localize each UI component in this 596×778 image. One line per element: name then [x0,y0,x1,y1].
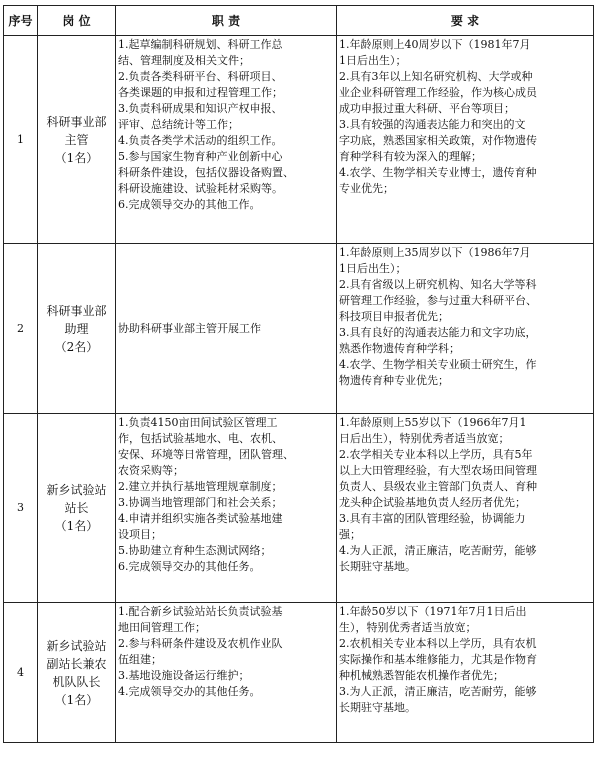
requirement-line: 1.年龄原则上40周岁以下（1981年7月 [339,38,531,51]
requirement-line: 强； [339,528,361,541]
header-num: 序号 [4,6,38,36]
position-line: （1名） [54,692,99,707]
header-position: 岗 位 [38,6,116,36]
duty-line: 3.基地设施设备运行维护； [118,669,250,682]
duty-line: 2.参与科研条件建设及农机作业队 [118,637,283,650]
duty-line: 5.协助建立育种生态测试网络； [118,544,272,557]
duty-cell [116,36,337,244]
position-line: （1名） [54,150,99,165]
row-num: 1 [4,36,38,244]
duty-line: 2.负责各类科研平台、科研项目、 [118,70,283,83]
requirement-line: 日后出生），特别优秀者适当放宽； [339,432,510,445]
requirement-line: 研管理工作经验，参与过重大科研平台、 [339,294,537,307]
requirement-line: 4.农学、生物学相关专业硕士研究生，作 [339,358,537,371]
duty-cell [116,603,337,743]
requirement-line: 龙头种企试验基地负责人经历者优先； [339,496,526,509]
position-line: 科研事业部 [46,303,107,318]
requirement-line: 长期驻守基地。 [339,560,416,573]
duty-line: 结、管理制度及相关文件； [118,54,250,67]
duty-line: 伍组建； [118,653,162,666]
row-num: 2 [4,244,38,414]
duty-line: 1.负责4150亩田间试验区管理工 [118,416,278,429]
position-cell [38,244,116,414]
row-num: 4 [4,603,38,743]
position-line: 新乡试验站 [46,638,107,653]
duty-line: 6.完成领导交办的其他任务。 [118,560,261,573]
position-cell [38,603,116,743]
requirement-cell [337,244,594,414]
duty-line: 4.负责各类学术活动的组织工作。 [118,134,283,147]
position-line: 新乡试验站 [46,483,107,497]
duty-line: 1.配合新乡试验站站长负责试验基 [118,605,283,618]
duty-line: 6.完成领导交办的其他工作。 [118,198,261,211]
duty-line: 2.建立并执行基地管理规章制度； [118,480,283,493]
duty-line: 各类课题的申报和过程管理工作； [118,86,283,99]
requirement-line: 育种学科有较为深入的理解； [339,150,482,163]
requirement-cell [337,36,594,244]
position-cell [38,36,116,244]
requirement-line: 成功申报过重大科研、平台等项目； [339,102,515,115]
requirement-line: 2.具有3年以上知名研究机构、大学或种 [339,70,533,83]
header-requirement: 要 求 [337,6,594,36]
position-line: 科研事业部 [46,114,107,129]
table-row [4,414,594,603]
requirement-line: 1日后出生）； [339,262,407,275]
duty-line: 科研条件建设，包括仪器设备购置、 [118,166,294,179]
requirement-line: 物遗传育种专业优先； [339,374,449,387]
duty-line: 5.参与国家生物育种产业创新中心 [118,150,283,163]
requirement-line: 3.为人正派，清正廉洁，吃苦耐劳，能够 [339,685,537,698]
duty-line: 评审、总结统计等工作； [118,118,239,131]
duty-line: 作，包括试验基地水、电、农机、 [118,432,283,445]
job-table [3,5,594,743]
requirement-line: 4.为人正派，清正廉洁，吃苦耐劳，能够 [339,544,537,557]
requirement-line: 1.年龄原则上35周岁以下（1986年7月 [339,246,531,259]
duty-line: 3.协调当地管理部门和社会关系； [118,496,283,509]
requirement-line: 1日后出生）； [339,54,407,67]
table-row [4,244,594,414]
requirement-line: 专业优先； [339,182,394,195]
requirement-line: 业企业科研管理工作经验，作为核心成员 [339,86,537,99]
requirement-line: 3.具有较强的沟通表达能力和突出的文 [339,118,526,131]
requirement-line: 种机械熟悉智能农机操作者优先； [339,669,504,682]
position-line: 助理 [64,321,89,336]
requirement-line: 熟悉作物遗传育种学科； [339,342,460,355]
requirement-line: 1.年龄原则上55岁以下（1966年7月1 [339,416,527,429]
duty-line: 3.负责科研成果和知识产权申报、 [118,102,283,115]
position-line: 机队队长 [52,674,101,689]
position-cell [38,414,116,603]
requirement-line: 2.农学相关专业本科以上学历，具有5年 [339,448,533,461]
position-line: （1名） [54,519,99,533]
table-row [4,36,594,244]
requirement-line: 3.具有良好的沟通表达能力和文字功底， [339,326,537,339]
header-duty: 职 责 [116,6,337,36]
position-line: 站长 [64,501,89,515]
duty-line: 设项目； [118,528,162,541]
duty-cell [116,244,337,414]
requirement-line: 以上大田管理经验，有大型农场田间管理 [339,464,537,477]
requirement-line: 生），特别优秀者适当放宽； [339,621,477,634]
requirement-cell [337,414,594,603]
row-num: 3 [4,414,38,603]
position-line: 主管 [64,132,89,147]
requirement-cell [337,603,594,743]
requirement-line: 4.农学、生物学相关专业博士，遗传育种 [339,166,537,179]
duty-line: 4.完成领导交办的其他任务。 [118,685,261,698]
header-row [4,6,594,36]
position-line: （2名） [54,339,99,354]
duty-line: 1.起草编制科研规划、科研工作总 [118,38,283,51]
requirement-line: 1.年龄50岁以下（1971年7月1日后出 [339,605,527,618]
table-row [4,603,594,743]
duty-cell [116,414,337,603]
duty-line: 地田间管理工作； [118,621,206,634]
duty-line: 农资采购等； [118,464,184,477]
requirement-line: 实际操作和基本维修能力，尤其是作物育 [339,653,537,666]
duty-line: 协助科研事业部主管开展工作 [118,321,261,335]
requirement-line: 负责人、县级农业主管部门负责人、育种 [339,480,537,493]
requirement-line: 科技项目申报者优先； [339,310,449,323]
duty-line: 安保、环境等日常管理，团队管理、 [118,448,294,461]
duty-line: 4.申请并组织实施各类试验基地建 [118,512,283,525]
position-line: 副站长兼农 [46,656,107,671]
requirement-line: 2.具有省级以上研究机构、知名大学等科 [339,278,537,291]
requirement-line: 2.农机相关专业本科以上学历，具有农机 [339,637,537,650]
requirement-line: 3.具有丰富的团队管理经验，协调能力 [339,512,526,525]
requirement-line: 长期驻守基地。 [339,701,416,714]
requirement-line: 字功底，熟悉国家相关政策，对作物遗传 [339,134,537,147]
duty-line: 科研设施建设、试验耗材采购等。 [118,182,283,195]
